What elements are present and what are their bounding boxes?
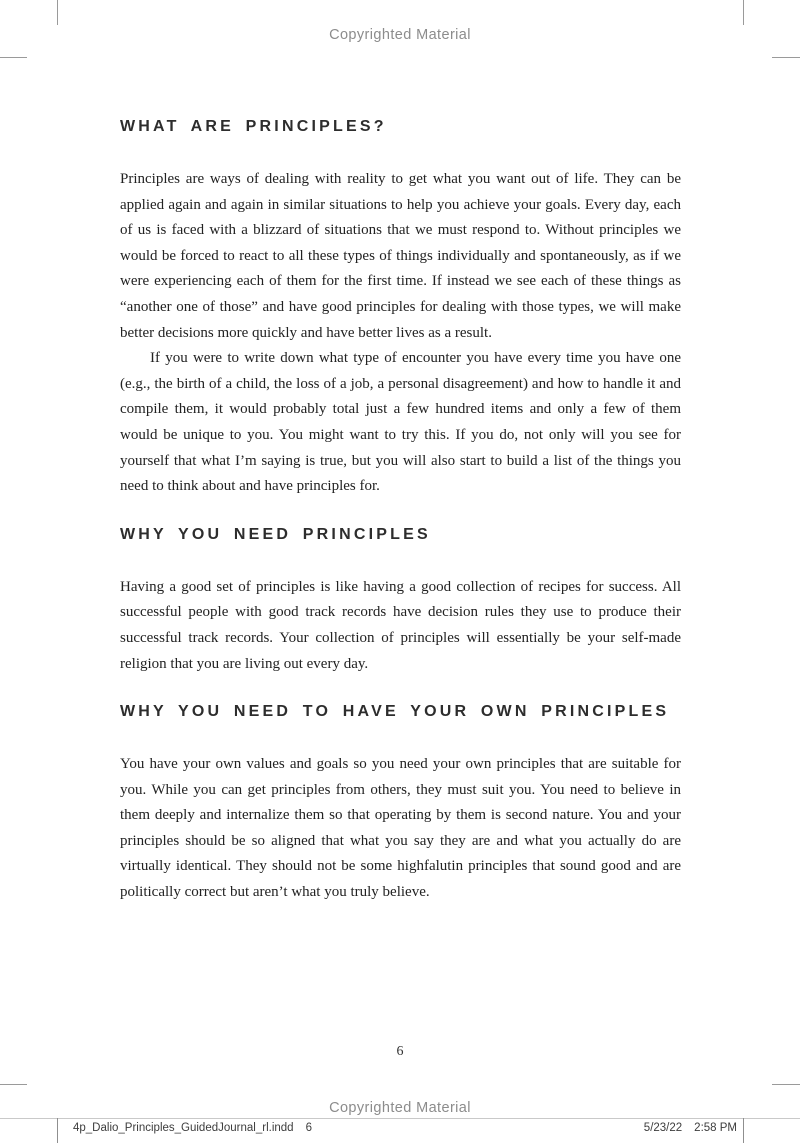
copyright-notice-bottom: Copyrighted Material (329, 1100, 471, 1116)
crop-mark-top-right-vertical (743, 0, 744, 25)
crop-mark-top-left-horizontal (0, 57, 27, 58)
slug-file-page: 6 (305, 1122, 312, 1134)
crop-mark-bottom-right-horizontal (772, 1084, 800, 1085)
paragraph: If you were to write down what type of encounter you have every time you have one (e.g., the birth of a child, the loss of a job, a personal disagreement) and how to handle it and compile them, it would probably total just a few hundred items and only a few of them would be unique to you. You might want to try this. If you do, not only will you see for yourself that what I’m saying is true, but you will also start to build a list of the things you need to think about and have principles for. (120, 350, 681, 495)
slug-file-name: 4p_Dalio_Principles_GuidedJournal_rl.indd (73, 1122, 294, 1134)
section-heading-why-you-need-your-own-principles: WHY YOU NEED TO HAVE YOUR OWN PRINCIPLES (120, 703, 670, 721)
section-heading-why-you-need-principles: WHY YOU NEED PRINCIPLES (120, 525, 431, 543)
crop-mark-bottom-left-horizontal (0, 1084, 27, 1085)
text-column (120, 117, 681, 906)
crop-mark-top-left-vertical (57, 0, 58, 25)
slug-time: 2:58 PM (694, 1122, 737, 1134)
slug-tick-left (57, 1118, 58, 1143)
page-number: 6 (396, 1044, 404, 1059)
slug-date: 5/23/22 (643, 1122, 683, 1134)
paragraph: Having a good set of principles is like having a good collection of recipes for success. All successful people with good track records have decision rules they use to produce their successful track records. Your collection of principles will essentially be your self-made religion that you are living out every day. (120, 578, 681, 672)
crop-mark-top-right-horizontal (772, 57, 800, 58)
paragraph: You have your own values and goals so you need your own principles that are suitable for you. While you can get principles from others, they must suit you. You need to believe in them deeply and internalize them so that operating by them is second nature. You and your principles should be so aligned that what you say they are and what you actually do are virtually identical. They should not be some highfalutin principles that sound good and are politically correct but aren’t what you truly believe. (120, 756, 681, 901)
slug-timestamp (644, 1122, 737, 1134)
slug-file-info (73, 1122, 312, 1134)
paragraph: Principles are ways of dealing with reality to get what you want out of life. They can be applied again and again in similar situations to help you achieve your goals. Every day, each of us is faced with a blizzard of situations that we must respond to. Without principles we would be forced to react to all these types of things individually and spontaneously, as if we were experiencing each of them for the first time. If instead we see each of these things as “another one of those” and have good principles for dealing with those types, we will make better decisions more quickly and have better lives as a result. (120, 171, 681, 341)
slug-tick-right (743, 1118, 744, 1143)
copyright-notice-top: Copyrighted Material (329, 27, 471, 43)
section-heading-what-are-principles: WHAT ARE PRINCIPLES? (120, 118, 387, 135)
slug-divider-rule (0, 1118, 800, 1119)
